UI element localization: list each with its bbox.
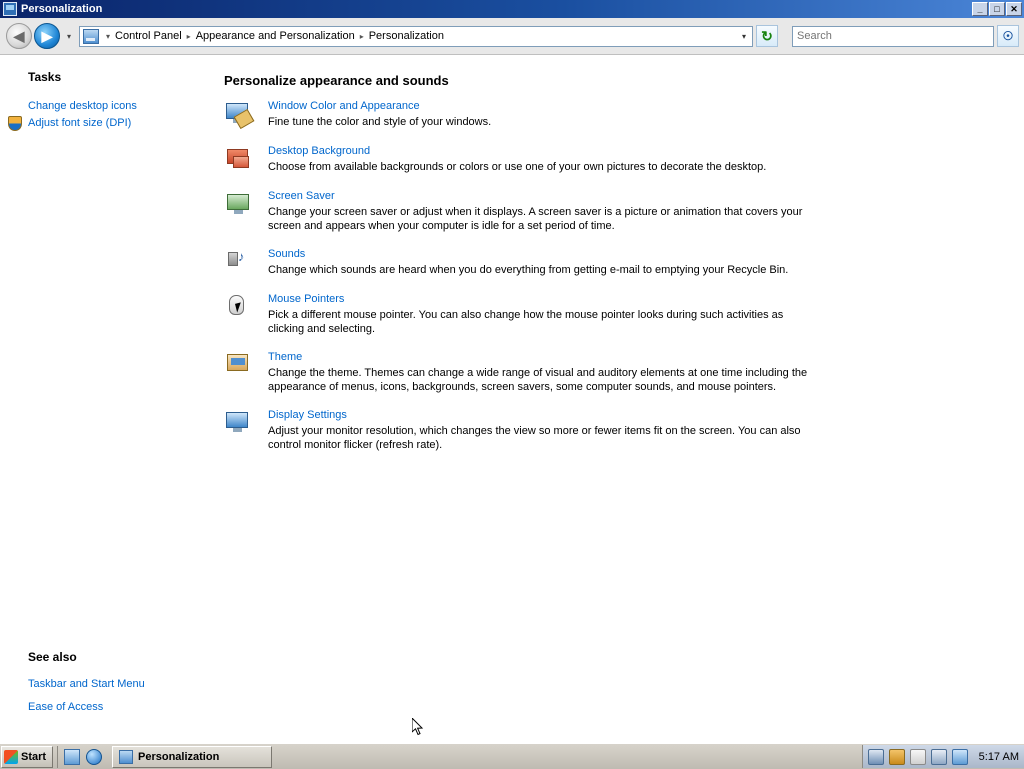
breadcrumb-personalization[interactable]: Personalization <box>368 30 444 42</box>
theme-icon <box>224 351 254 379</box>
list-item[interactable] <box>224 145 1014 174</box>
link-theme[interactable]: Theme <box>268 351 303 363</box>
item-description: Change your screen saver or adjust when it displays. A screen saver is a picture or animation that covers your screen and appears when your computer is idle for a set period of time. <box>268 206 803 232</box>
item-description: Pick a different mouse pointer. You can also change how the mouse pointer looks during such activities as clicking and selecting. <box>268 309 784 335</box>
show-desktop-icon[interactable] <box>64 749 80 765</box>
maximize-button[interactable]: □ <box>989 2 1005 16</box>
refresh-icon: ↻ <box>761 28 773 44</box>
item-description: Choose from available backgrounds or colors or use one of your own pictures to decorate the desktop. <box>268 161 767 173</box>
list-item[interactable] <box>224 100 1014 129</box>
address-bar[interactable] <box>79 26 753 47</box>
list-item[interactable] <box>224 293 1014 336</box>
link-sounds[interactable]: Sounds <box>268 248 306 260</box>
control-panel-icon <box>83 29 99 44</box>
item-description: Change the theme. Themes can change a wide range of visual and auditory elements at one time including the appearance of menus, icons, backgrounds, screen savers, some computer sounds, and mouse pointers. <box>268 367 808 393</box>
navigation-toolbar <box>0 18 1024 55</box>
forward-button[interactable] <box>34 23 60 49</box>
breadcrumb-control-panel[interactable]: Control Panel <box>115 30 182 42</box>
window-content <box>0 55 1024 743</box>
back-arrow-icon: ◀ <box>13 28 25 44</box>
sidebar <box>0 55 212 743</box>
personalization-icon <box>119 750 133 764</box>
window-controls <box>971 2 1022 16</box>
desktop-background-icon <box>224 145 254 173</box>
main-panel <box>212 55 1024 743</box>
taskbar-item-personalization[interactable] <box>112 746 272 768</box>
list-item[interactable] <box>224 351 1014 394</box>
taskbar-clock[interactable]: 5:17 AM <box>978 750 1019 763</box>
link-display-settings[interactable]: Display Settings <box>268 409 347 421</box>
chevron-down-icon[interactable]: ▾ <box>741 31 746 41</box>
shield-icon <box>8 116 22 131</box>
breadcrumb-appearance[interactable]: Appearance and Personalization <box>195 30 355 42</box>
sidebar-item-adjust-font-size[interactable]: Adjust font size (DPI) <box>28 117 132 129</box>
screen-saver-icon <box>224 190 254 218</box>
list-item[interactable] <box>224 190 1014 233</box>
link-mouse-pointers[interactable]: Mouse Pointers <box>268 293 345 305</box>
see-also-heading: See also <box>28 650 77 664</box>
sidebar-item-change-desktop-icons[interactable]: Change desktop icons <box>28 100 137 112</box>
minimize-button[interactable]: _ <box>972 2 988 16</box>
list-item[interactable] <box>224 409 1014 452</box>
back-button[interactable] <box>6 23 32 49</box>
quick-launch-bar <box>57 746 108 768</box>
mouse-pointers-icon <box>224 293 254 321</box>
list-item[interactable] <box>224 248 1014 277</box>
breadcrumb-caret-2[interactable]: ▸ <box>359 31 364 41</box>
search-box[interactable] <box>792 26 994 47</box>
link-window-color-and-appearance[interactable]: Window Color and Appearance <box>268 100 420 112</box>
sounds-icon: ♪ <box>224 248 254 276</box>
windows-flag-icon <box>4 750 18 764</box>
network-icon[interactable] <box>868 749 884 765</box>
item-description: Change which sounds are heard when you do everything from getting e-mail to emptying your Recycle Bin. <box>268 264 789 276</box>
taskbar <box>0 743 1024 769</box>
system-tray <box>862 745 1024 768</box>
display-settings-icon <box>224 409 254 437</box>
close-button[interactable]: ✕ <box>1006 2 1022 16</box>
history-dropdown-icon[interactable]: ▾ <box>66 31 71 41</box>
display-icon[interactable] <box>952 749 968 765</box>
search-input[interactable] <box>793 27 993 46</box>
internet-explorer-icon[interactable] <box>86 749 102 765</box>
window-color-icon <box>224 100 254 128</box>
search-button[interactable] <box>997 25 1019 47</box>
page-title: Personalize appearance and sounds <box>224 73 449 88</box>
item-description: Fine tune the color and style of your windows. <box>268 116 492 128</box>
flag-icon[interactable] <box>910 749 926 765</box>
sidebar-item-taskbar-and-start-menu[interactable]: Taskbar and Start Menu <box>28 678 145 690</box>
start-button-label: Start <box>21 750 47 763</box>
link-desktop-background[interactable]: Desktop Background <box>268 145 371 157</box>
window-titlebar <box>0 0 1024 18</box>
breadcrumb-caret-1[interactable]: ▸ <box>186 31 191 41</box>
link-screen-saver[interactable]: Screen Saver <box>268 190 335 202</box>
tasks-heading: Tasks <box>28 70 62 84</box>
start-button[interactable] <box>1 746 53 768</box>
refresh-button[interactable] <box>756 25 778 47</box>
volume-icon[interactable] <box>931 749 947 765</box>
window-title: Personalization <box>21 3 103 15</box>
sidebar-item-ease-of-access[interactable]: Ease of Access <box>28 701 104 713</box>
shield-icon[interactable] <box>889 749 905 765</box>
breadcrumb-caret-0[interactable]: ▾ <box>106 31 111 41</box>
taskbar-item-label: Personalization <box>138 750 220 763</box>
item-description: Adjust your monitor resolution, which changes the view so more or fewer items fit on the screen. You can also control monitor flicker (refresh rate). <box>268 425 801 451</box>
search-icon: ☉ <box>1002 29 1014 43</box>
forward-arrow-icon: ▶ <box>41 28 53 44</box>
personalization-icon <box>3 2 17 16</box>
